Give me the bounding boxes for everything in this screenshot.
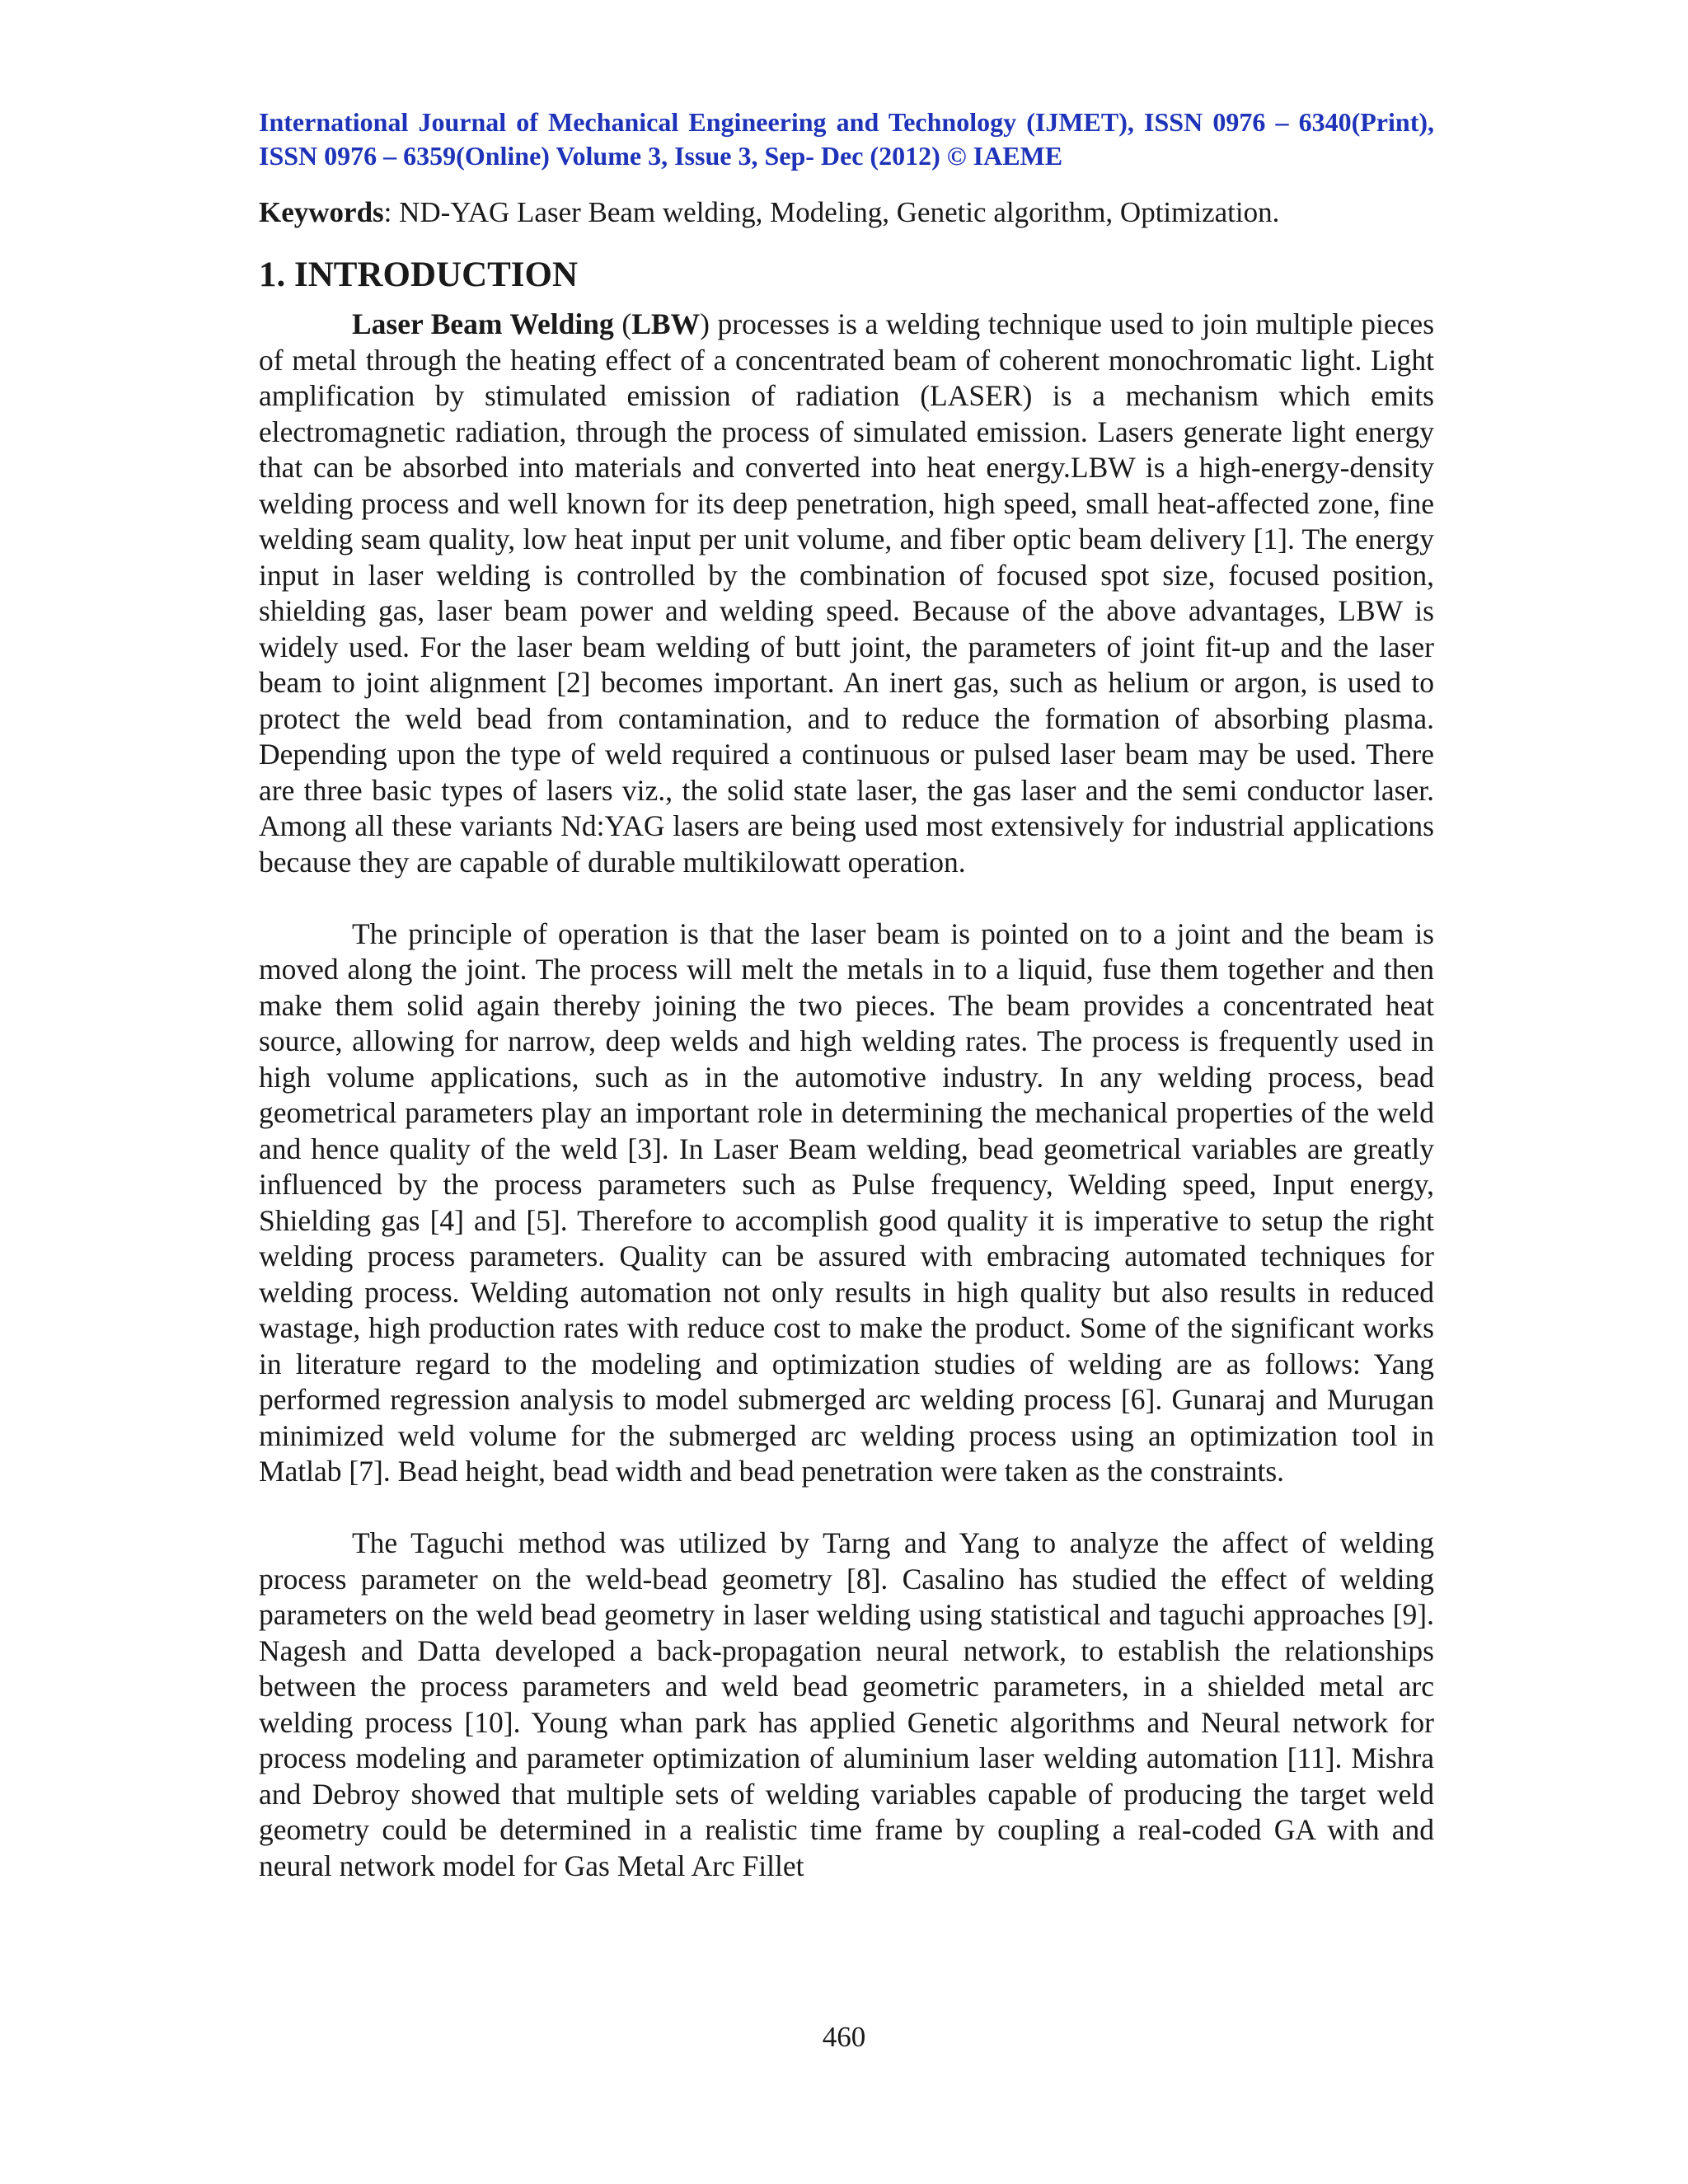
paragraph-1 — [259, 307, 1434, 880]
keywords-label: Keywords — [259, 196, 384, 228]
paragraph-2: The principle of operation is that the laser beam is pointed on to a joint and the beam is moved along the joint. The process will melt the metals in to a liquid, fuse them together and then make them solid again thereby joining the two pieces. The beam provides a concentrated heat source, allowing for narrow, deep welds and high welding rates. The process is frequently used in high volume applications, such as in the automotive industry. In any welding process, bead geometrical parameters play an important role in determining the mechanical properties of the weld and hence quality of the weld [3]. In Laser Beam welding, bead geometrical variables are greatly influenced by the process parameters such as Pulse frequency, Welding speed, Input energy, Shielding gas [4] and [5]. Therefore to accomplish good quality it is imperative to setup the right welding process parameters. Quality can be assured with embracing automated techniques for welding process. Welding automation not only results in high quality but also results in reduced wastage, high production rates with reduce cost to make the product. Some of the significant works in literature regard to the modeling and optimization studies of welding are as follows: Yang performed regression analysis to model submerged arc welding process [6]. Gunaraj and Murugan minimized weld volume for the submerged arc welding process using an optimization tool in Matlab [7]. Bead height, bead width and bead penetration were taken as the constraints. — [259, 916, 1434, 1488]
paren-open: ( — [613, 307, 632, 340]
keywords-line — [259, 194, 1434, 231]
bold-term-laser-beam-welding: Laser Beam Welding — [352, 307, 614, 340]
page-content — [259, 105, 1434, 1884]
bold-abbr-lbw: LBW — [631, 307, 701, 340]
paragraph-1-text: ) processes is a welding technique used to join multiple pieces of metal through the heating effect of a concentrated beam of coherent monochromatic light. Light amplification by stimulated emission of radiation (LASER) is a mechanism which emits electromagnetic radiation, through the process of simulated emission. Lasers generate light energy that can be absorbed into materials and converted into heat energy.LBW is a high-energy-density welding process and well known for its deep penetration, high speed, small heat-affected zone, fine welding seam quality, low heat input per unit volume, and fiber optic beam delivery [1]. The energy input in laser welding is controlled by the combination of focused spot size, focused position, shielding gas, laser beam power and welding speed. Because of the above advantages, LBW is widely used. For the laser beam welding of butt joint, the parameters of joint fit-up and the laser beam to joint alignment [2] becomes important. An inert gas, such as helium or argon, is used to protect the weld bead from contamination, and to reduce the formation of absorbing plasma. Depending upon the type of weld required a continuous or pulsed laser beam may be used. There are three basic types of lasers viz., the solid state laser, the gas laser and the semi conductor laser. Among all these variants Nd:YAG lasers are being used most extensively for industrial applications because they are capable of durable multikilowatt operation. — [259, 307, 1435, 879]
page-number: 460 — [822, 2021, 866, 2053]
journal-header: International Journal of Mechanical Engineering and Technology (IJMET), ISSN 0976 – 6340(Print), ISSN 0976 – 6359(Online) Volume 3, Issue 3, Sep- Dec (2012) © IAEME — [259, 107, 1434, 171]
paragraph-3: The Taguchi method was utilized by Tarng and Yang to analyze the affect of welding process parameter on the weld-bead geometry [8]. Casalino has studied the effect of welding parameters on the weld bead geometry in laser welding using statistical and taguchi approaches [9]. Nagesh and Datta developed a back-propagation neural network, to establish the relationships between the process parameters and weld bead geometric parameters, in a shielded metal arc welding process [10]. Young whan park has applied Genetic algorithms and Neural network for process modeling and parameter optimization of aluminium laser welding automation [11]. Mishra and Debroy showed that multiple sets of welding variables capable of producing the target weld geometry could be determined in a realistic time frame by coupling a real-coded GA with and neural network model for Gas Metal Arc Fillet — [259, 1526, 1434, 1882]
keywords-text: : ND-YAG Laser Beam welding, Modeling, Genetic algorithm, Optimization. — [383, 196, 1280, 228]
section-heading-introduction: 1. INTRODUCTION — [259, 255, 579, 294]
